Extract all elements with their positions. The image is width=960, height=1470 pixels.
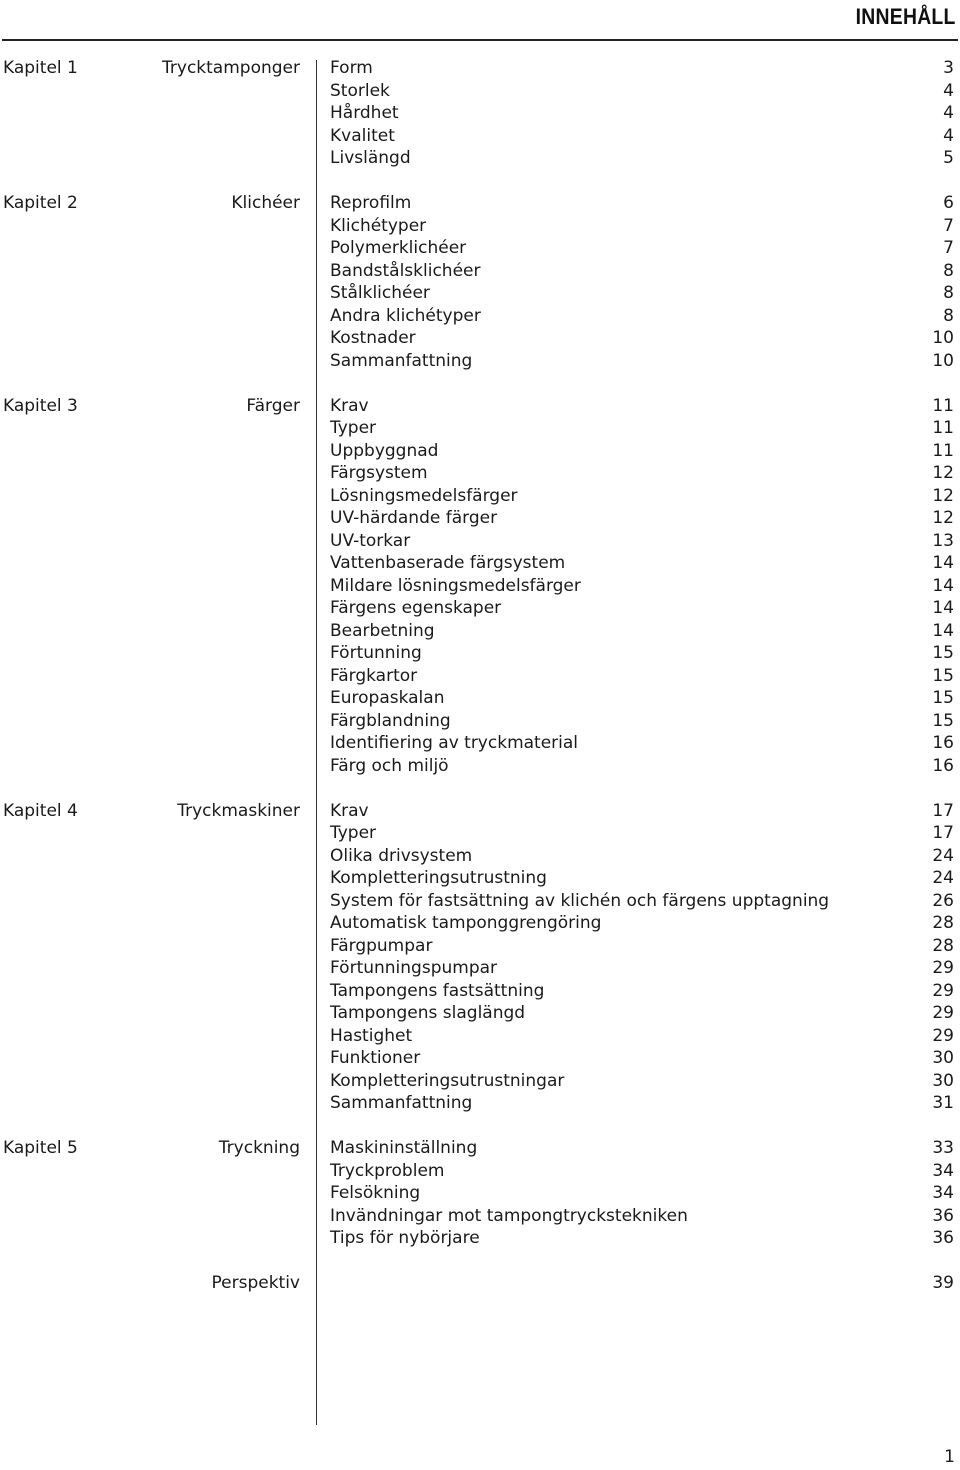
entry-label: Felsökning <box>330 1183 421 1203</box>
entry-label: Invändningar mot tampongtryckstekniken <box>330 1205 688 1226</box>
toc-entry[interactable] <box>330 237 956 260</box>
toc-entry[interactable] <box>330 192 956 215</box>
entry-label: Färgblandning <box>330 710 451 731</box>
chapter-heading <box>0 800 300 823</box>
chapter-number: Kapitel 4 <box>3 800 78 821</box>
entry-label: Tryckproblem <box>330 1160 445 1181</box>
chapter-number: Kapitel 1 <box>3 58 78 78</box>
toc-entry[interactable] <box>330 597 956 620</box>
toc-entry[interactable] <box>330 530 956 553</box>
toc-entry[interactable] <box>330 957 956 980</box>
toc-entry[interactable] <box>330 1002 956 1025</box>
toc-entry[interactable] <box>330 440 956 463</box>
chapter-block <box>0 57 960 170</box>
page-title: INNEHÅLL <box>856 4 956 29</box>
entry-label: Sammanfattning <box>330 350 473 371</box>
entry-page-number: 17 <box>932 823 954 843</box>
entry-page-number: 10 <box>932 328 954 348</box>
entry-list <box>330 1137 956 1250</box>
toc-entry[interactable] <box>330 1025 956 1048</box>
entry-label: Olika drivsystem <box>330 845 473 866</box>
toc-entry[interactable] <box>330 1272 956 1295</box>
entry-label: Europaskalan <box>330 688 445 708</box>
entry-label: Bandstålsklichéer <box>330 260 481 281</box>
entry-page-number: 12 <box>932 463 954 483</box>
entry-label <box>330 1272 900 1295</box>
entry-list <box>330 800 956 1115</box>
entry-list <box>330 57 956 170</box>
toc-entry[interactable] <box>330 102 956 125</box>
page-number: 1 <box>944 1447 955 1467</box>
toc-entry[interactable] <box>330 305 956 328</box>
entry-label: Tampongens fastsättning <box>330 980 545 1001</box>
entry-label: Polymerklichéer <box>330 238 467 258</box>
toc-entry[interactable] <box>330 462 956 485</box>
chapter-block <box>0 395 960 778</box>
entry-page-number: 4 <box>943 80 954 101</box>
entry-page-number: 12 <box>932 508 954 528</box>
table-of-contents <box>0 57 960 1317</box>
toc-entry[interactable] <box>330 1070 956 1093</box>
toc-entry[interactable] <box>330 485 956 508</box>
entry-label: Typer <box>330 418 377 438</box>
entry-page-number: 11 <box>932 418 954 438</box>
entry-label: Färgens egenskaper <box>330 598 502 618</box>
toc-entry[interactable] <box>330 575 956 598</box>
entry-list <box>330 1272 956 1295</box>
entry-page-number: 8 <box>943 305 954 326</box>
entry-page-number: 14 <box>932 575 954 596</box>
entry-list <box>330 192 956 372</box>
gutter <box>300 1272 330 1295</box>
chapter-heading <box>0 1137 300 1160</box>
entry-label: Kostnader <box>330 328 416 348</box>
entry-page-number: 5 <box>943 148 954 168</box>
toc-entry[interactable] <box>330 147 956 170</box>
entry-label: Kompletteringsutrustning <box>330 868 547 888</box>
gutter <box>300 192 330 372</box>
chapter-number: Kapitel 3 <box>3 395 78 416</box>
entry-page-number: 11 <box>932 440 954 461</box>
entry-page-number: 29 <box>932 1025 954 1046</box>
chapter-title: Tryckmaskiner <box>177 800 300 821</box>
toc-entry[interactable] <box>330 125 956 148</box>
entry-page-number: 15 <box>932 710 954 731</box>
toc-entry[interactable] <box>330 755 956 778</box>
entry-label: Vattenbaserade färgsystem <box>330 553 566 573</box>
entry-page-number: 15 <box>932 665 954 686</box>
toc-entry[interactable] <box>330 1227 956 1250</box>
entry-label: Kompletteringsutrustningar <box>330 1070 565 1091</box>
toc-entry[interactable] <box>330 642 956 665</box>
toc-entry[interactable] <box>330 800 956 823</box>
gutter <box>300 1137 330 1250</box>
entry-page-number: 8 <box>943 260 954 281</box>
toc-entry[interactable] <box>330 935 956 958</box>
entry-label: Uppbyggnad <box>330 440 439 461</box>
entry-page-number: 4 <box>943 125 954 146</box>
entry-page-number: 14 <box>932 598 954 618</box>
entry-label: Storlek <box>330 80 390 101</box>
entry-page-number: 15 <box>932 643 954 663</box>
entry-label: Hårdhet <box>330 103 399 123</box>
toc-entry[interactable] <box>330 552 956 575</box>
chapter-block <box>0 1137 960 1250</box>
entry-page-number: 16 <box>932 755 954 776</box>
entry-label: Krav <box>330 800 369 821</box>
entry-page-number: 13 <box>932 530 954 551</box>
entry-label: System för fastsättning av klichén och färgens upptagning <box>330 890 830 911</box>
entry-page-number: 7 <box>943 215 954 236</box>
toc-entry[interactable] <box>330 732 956 755</box>
entry-page-number: 39 <box>932 1273 954 1293</box>
entry-page-number: 36 <box>932 1205 954 1226</box>
entry-label: Funktioner <box>330 1048 421 1068</box>
entry-label: Förtunningspumpar <box>330 958 498 978</box>
entry-page-number: 33 <box>932 1138 954 1158</box>
entry-page-number: 24 <box>932 845 954 866</box>
toc-entry[interactable] <box>330 327 956 350</box>
gutter <box>300 57 330 170</box>
toc-entry[interactable] <box>330 845 956 868</box>
entry-page-number: 16 <box>932 733 954 753</box>
entry-list <box>330 395 956 778</box>
chapter-title: Klichéer <box>231 193 300 213</box>
toc-entry[interactable] <box>330 350 956 373</box>
entry-label: Livslängd <box>330 148 411 168</box>
toc-entry[interactable] <box>330 1205 956 1228</box>
entry-label: Förtunning <box>330 643 422 663</box>
entry-label: Klichétyper <box>330 215 427 236</box>
entry-label: UV-härdande färger <box>330 508 498 528</box>
entry-label: Färgsystem <box>330 463 428 483</box>
chapter-title: Perspektiv <box>211 1273 300 1293</box>
entry-page-number: 14 <box>932 620 954 641</box>
chapter-title: Trycktamponger <box>162 58 300 78</box>
entry-page-number: 26 <box>932 890 954 911</box>
entry-page-number: 29 <box>932 1003 954 1023</box>
entry-page-number: 29 <box>932 980 954 1001</box>
toc-entry[interactable] <box>330 80 956 103</box>
chapter-block <box>0 800 960 1115</box>
entry-page-number: 4 <box>943 103 954 123</box>
chapter-heading <box>0 57 300 80</box>
toc-entry[interactable] <box>330 1137 956 1160</box>
entry-page-number: 30 <box>932 1048 954 1068</box>
toc-entry[interactable] <box>330 1160 956 1183</box>
toc-entry[interactable] <box>330 822 956 845</box>
toc-entry[interactable] <box>330 867 956 890</box>
chapter-heading <box>0 1272 300 1295</box>
toc-entry[interactable] <box>330 665 956 688</box>
entry-label: Tampongens slaglängd <box>330 1003 526 1023</box>
toc-entry[interactable] <box>330 282 956 305</box>
entry-page-number: 12 <box>932 485 954 506</box>
entry-page-number: 6 <box>943 193 954 213</box>
chapter-heading <box>0 395 300 418</box>
entry-page-number: 7 <box>943 238 954 258</box>
entry-label: Färg och miljö <box>330 755 449 776</box>
entry-page-number: 28 <box>932 913 954 933</box>
chapter-number: Kapitel 2 <box>3 193 78 213</box>
entry-label: Maskininställning <box>330 1138 478 1158</box>
entry-label: Form <box>330 58 373 78</box>
entry-page-number: 24 <box>932 868 954 888</box>
entry-label: Färgkartor <box>330 665 418 686</box>
chapter-number: Kapitel 5 <box>3 1138 78 1158</box>
gutter <box>300 800 330 1115</box>
entry-label: Färgpumpar <box>330 935 433 956</box>
toc-entry[interactable] <box>330 507 956 530</box>
entry-label: Identifiering av tryckmaterial <box>330 733 579 753</box>
toc-entry[interactable] <box>330 1092 956 1115</box>
chapter-block <box>0 1272 960 1295</box>
entry-label: Krav <box>330 395 369 416</box>
entry-label: Stålklichéer <box>330 283 430 303</box>
entry-label: Tips för nybörjare <box>330 1228 480 1248</box>
entry-page-number: 36 <box>932 1228 954 1248</box>
toc-entry[interactable] <box>330 417 956 440</box>
entry-label: Andra klichétyper <box>330 305 481 326</box>
entry-label: Reprofilm <box>330 193 412 213</box>
entry-label: Hastighet <box>330 1025 413 1046</box>
entry-page-number: 30 <box>932 1070 954 1091</box>
entry-label: Automatisk tamponggrengöring <box>330 913 602 933</box>
toc-entry[interactable] <box>330 260 956 283</box>
chapter-title: Tryckning <box>218 1138 300 1158</box>
toc-entry[interactable] <box>330 890 956 913</box>
toc-entry[interactable] <box>330 1047 956 1070</box>
toc-entry[interactable] <box>330 215 956 238</box>
toc-entry[interactable] <box>330 395 956 418</box>
entry-page-number: 11 <box>932 395 954 416</box>
entry-label: Sammanfattning <box>330 1093 473 1113</box>
entry-page-number: 34 <box>932 1183 954 1203</box>
entry-page-number: 34 <box>932 1160 954 1181</box>
toc-entry[interactable] <box>330 620 956 643</box>
entry-page-number: 31 <box>932 1093 954 1113</box>
entry-page-number: 28 <box>932 935 954 956</box>
entry-label: Mildare lösningsmedelsfärger <box>330 575 581 596</box>
toc-entry[interactable] <box>330 980 956 1003</box>
entry-label: Kvalitet <box>330 125 395 146</box>
chapter-block <box>0 192 960 372</box>
entry-page-number: 15 <box>932 688 954 708</box>
entry-page-number: 29 <box>932 958 954 978</box>
toc-entry[interactable] <box>330 1182 956 1205</box>
entry-page-number: 3 <box>943 58 954 78</box>
toc-entry[interactable] <box>330 57 956 80</box>
entry-page-number: 10 <box>932 350 954 371</box>
toc-entry[interactable] <box>330 912 956 935</box>
gutter <box>300 395 330 778</box>
entry-label: Lösningsmedelsfärger <box>330 485 518 506</box>
entry-page-number: 14 <box>932 553 954 573</box>
title-rule <box>2 39 958 41</box>
entry-label: Typer <box>330 823 377 843</box>
entry-page-number: 17 <box>932 800 954 821</box>
entry-label: Bearbetning <box>330 620 435 641</box>
chapter-heading <box>0 192 300 215</box>
entry-page-number: 8 <box>943 283 954 303</box>
toc-entry[interactable] <box>330 710 956 733</box>
entry-label: UV-torkar <box>330 530 411 551</box>
chapter-title: Färger <box>246 395 300 416</box>
toc-entry[interactable] <box>330 687 956 710</box>
